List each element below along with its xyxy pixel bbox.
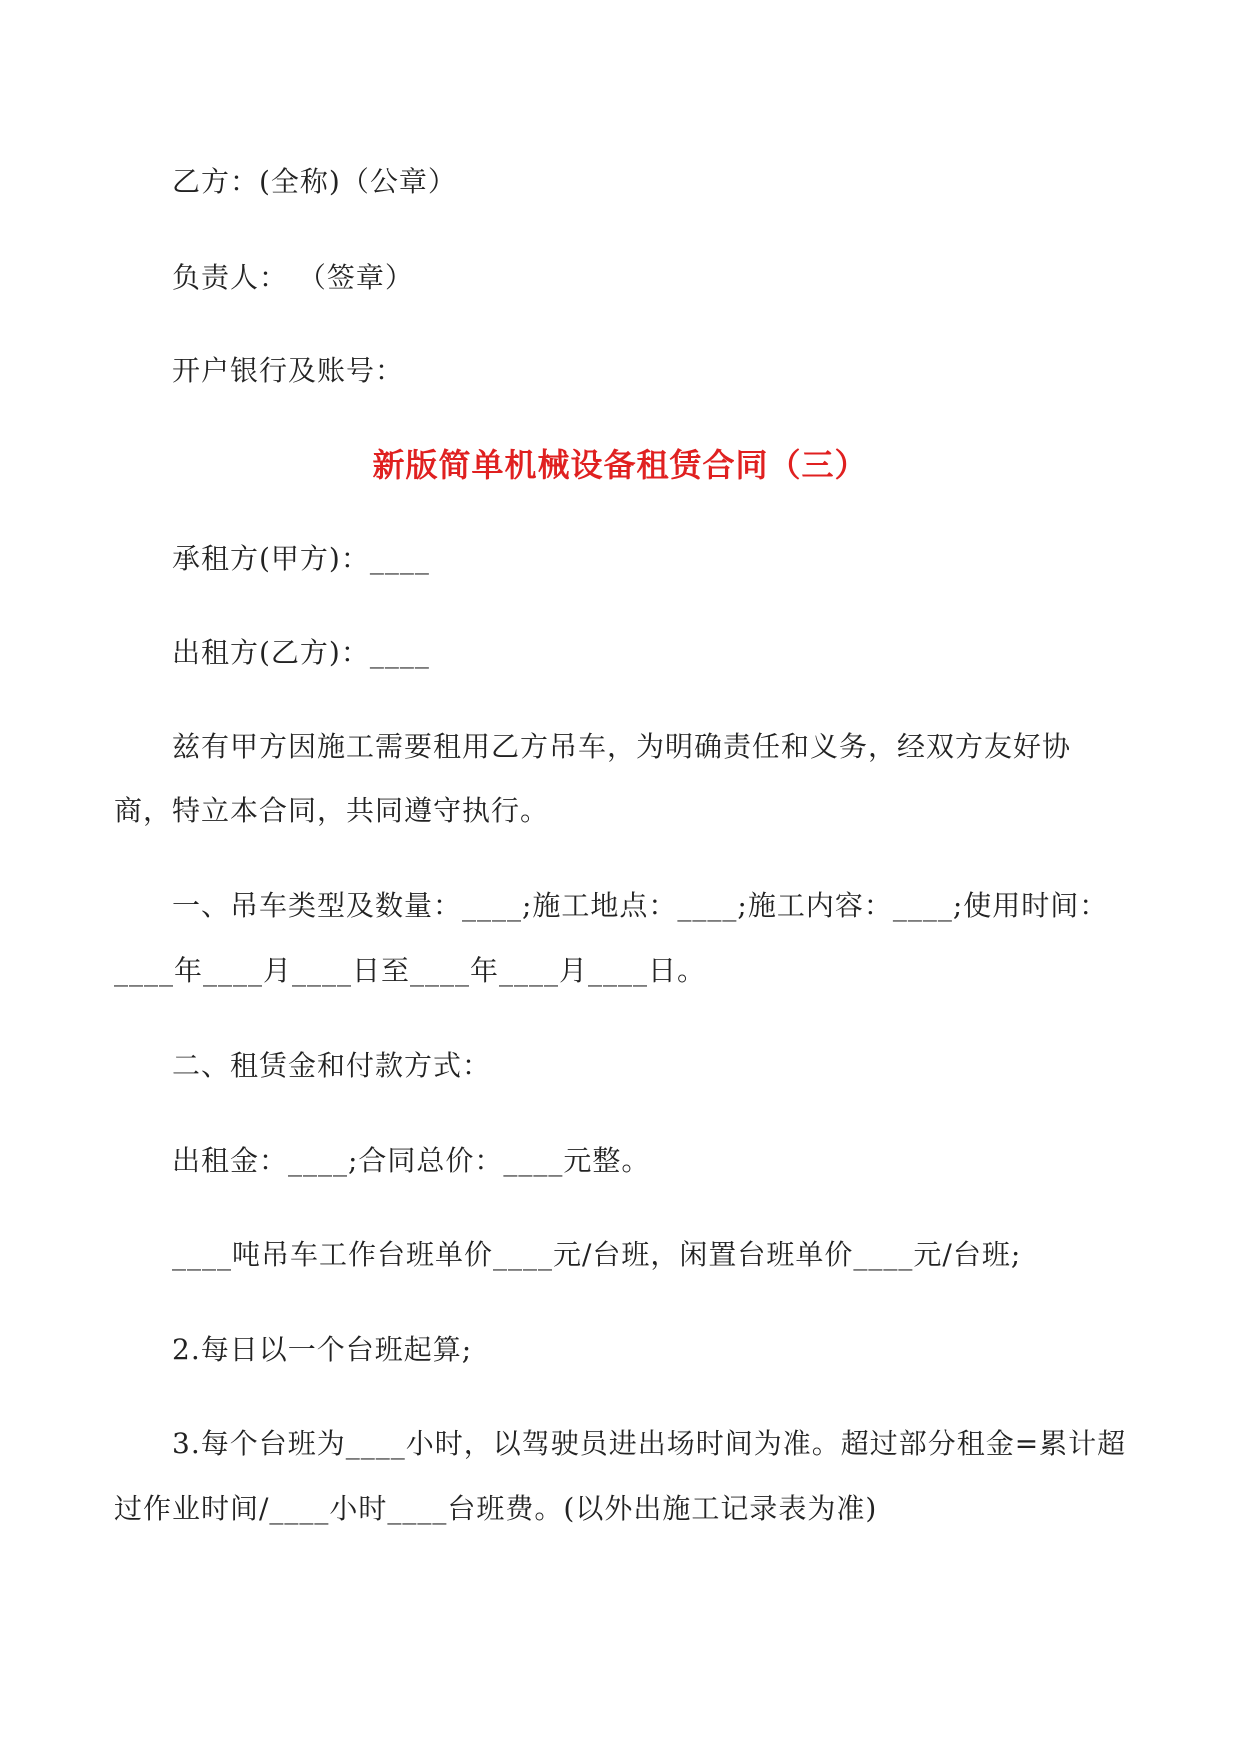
clause-1-line-1: 一、吊车类型及数量：____;施工地点：____;施工内容：____;使用时间： bbox=[172, 889, 1109, 922]
lessee-line: 承租方(甲方)：____ bbox=[172, 542, 430, 575]
item-2-line: 2.每日以一个台班起算; bbox=[172, 1333, 473, 1366]
rent-total-line: 出租金：____;合同总价：____元整。 bbox=[172, 1144, 651, 1177]
contract-title: 新版简单机械设备租赁合同（三） bbox=[372, 446, 868, 484]
intro-paragraph-line-1: 兹有甲方因施工需要租用乙方吊车，为明确责任和义务，经双方友好协 bbox=[172, 730, 1072, 763]
lessor-line: 出租方(乙方)：____ bbox=[172, 636, 430, 669]
clause-2-heading: 二、租赁金和付款方式： bbox=[172, 1049, 492, 1082]
clause-1-line-2: ____年____月____日至____年____月____日。 bbox=[114, 954, 707, 987]
intro-paragraph-line-2: 商，特立本合同，共同遵守执行。 bbox=[114, 794, 550, 827]
item-3-line-1: 3.每个台班为____小时，以驾驶员进出场时间为准。超过部分租金=累计超 bbox=[172, 1427, 1127, 1460]
unit-price-line: ____吨吊车工作台班单价____元/台班，闲置台班单价____元/台班; bbox=[172, 1238, 1022, 1271]
bank-account-line: 开户银行及账号： bbox=[172, 354, 405, 387]
item-3-line-2: 过作业时间/____小时____台班费。(以外出施工记录表为准) bbox=[114, 1492, 878, 1525]
responsible-person-line: 负责人： （签章） bbox=[172, 261, 414, 294]
party-b-seal-line: 乙方：(全称)（公章） bbox=[172, 165, 457, 198]
